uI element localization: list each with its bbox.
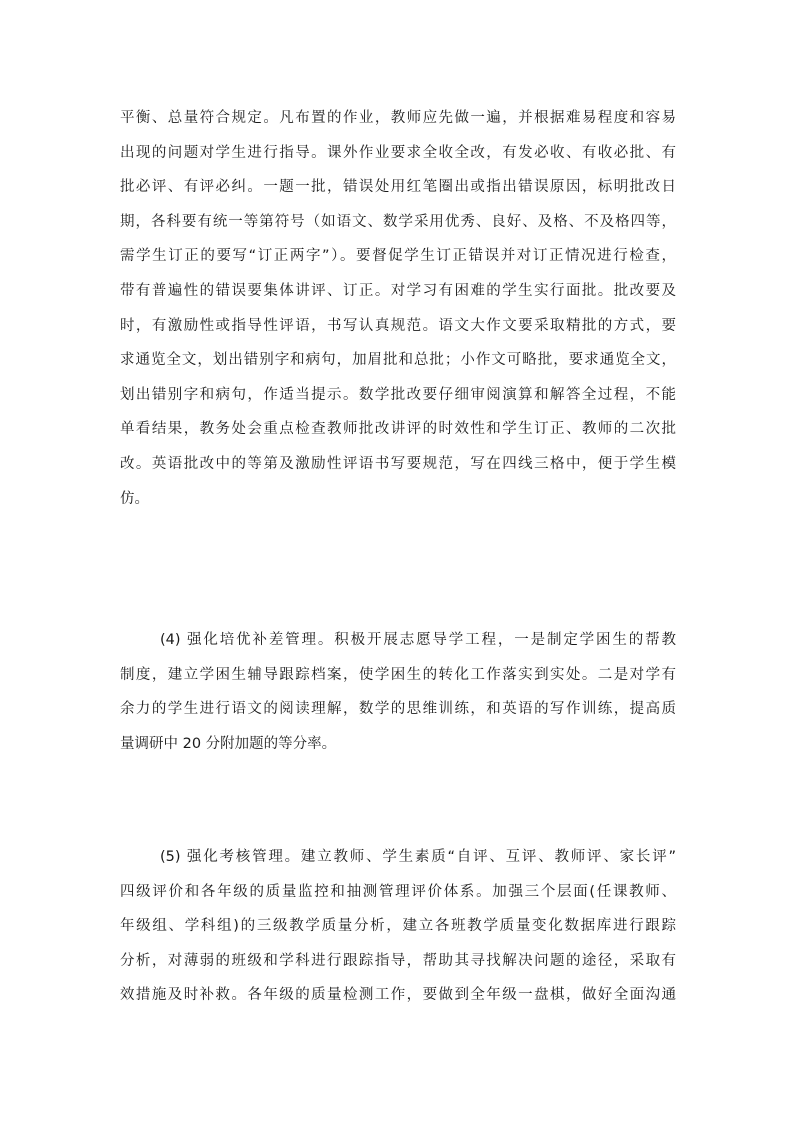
paragraph-tutoring-management <box>120 623 676 761</box>
text-line: 划出错别字和病句，作适当提示。数学批改要仔细审阅演算和解答全过程，不能 <box>120 386 676 403</box>
text-line: (4) 强化培优补差管理。积极开展志愿导学工程，一是制定学困生的帮教 <box>160 632 676 648</box>
text-line: 制度，建立学困生辅导跟踪档案，使学困生的转化工作落实到实处。二是对学有 <box>120 666 676 683</box>
text-line: 分析，对薄弱的班级和学科进行跟踪指导，帮助其寻找解决问题的途径，采取有 <box>120 952 676 969</box>
text-line: 批必评、有评必纠。一题一批，错误处用红笔圈出或指出错误原因，标明批改日 <box>120 179 676 196</box>
text-line: 平衡、总量符合规定。凡布置的作业，教师应先做一遍，并根据难易程度和容易 <box>120 110 676 126</box>
text-line: 需学生订正的要写“订正两字”）。要督促学生订正错误并对订正情况进行检查， <box>120 248 676 265</box>
paragraph-assessment-management <box>120 840 676 1013</box>
text-line: 效措施及时补救。各年级的质量检测工作，要做到全年级一盘棋，做好全面沟通 <box>120 987 676 1004</box>
text-line: 带有普遍性的错误要集体讲评、订正。对学习有困难的学生实行面批。批改要及 <box>120 282 676 299</box>
text-line: 量调研中 20 分附加题的等分率。 <box>120 735 337 752</box>
text-line: 四级评价和各年级的质量监控和抽测管理评价体系。加强三个层面(任课教师、 <box>120 883 676 900</box>
text-line: 单看结果，教务处会重点检查教师批改讲评的时效性和学生订正、教师的二次批 <box>120 421 676 438</box>
paragraph-homework-grading <box>120 101 676 516</box>
text-line: 期，各科要有统一等第符号（如语文、数学采用优秀、良好、及格、不及格四等， <box>120 213 676 230</box>
text-line: 出现的问题对学生进行指导。课外作业要求全收全改，有发必收、有收必批、有 <box>120 144 676 161</box>
text-line: 年级组、学科组)的三级教学质量分析，建立各班教学质量变化数据库进行跟踪 <box>120 918 676 935</box>
text-line: 余力的学生进行语文的阅读理解，数学的思维训练，和英语的写作训练，提高质 <box>120 701 676 718</box>
text-line: 仿。 <box>120 490 149 507</box>
text-line: 时，有激励性或指导性评语，书写认真规范。语文大作文要采取精批的方式，要 <box>120 317 676 334</box>
text-line: 改。英语批改中的等第及激励性评语书写要规范，写在四线三格中，便于学生模 <box>120 455 676 472</box>
text-line: 求通览全文，划出错别字和病句，加眉批和总批；小作文可略批，要求通览全文， <box>120 352 676 369</box>
text-line: (5) 强化考核管理。建立教师、学生素质“自评、互评、教师评、家长评” <box>160 849 676 865</box>
